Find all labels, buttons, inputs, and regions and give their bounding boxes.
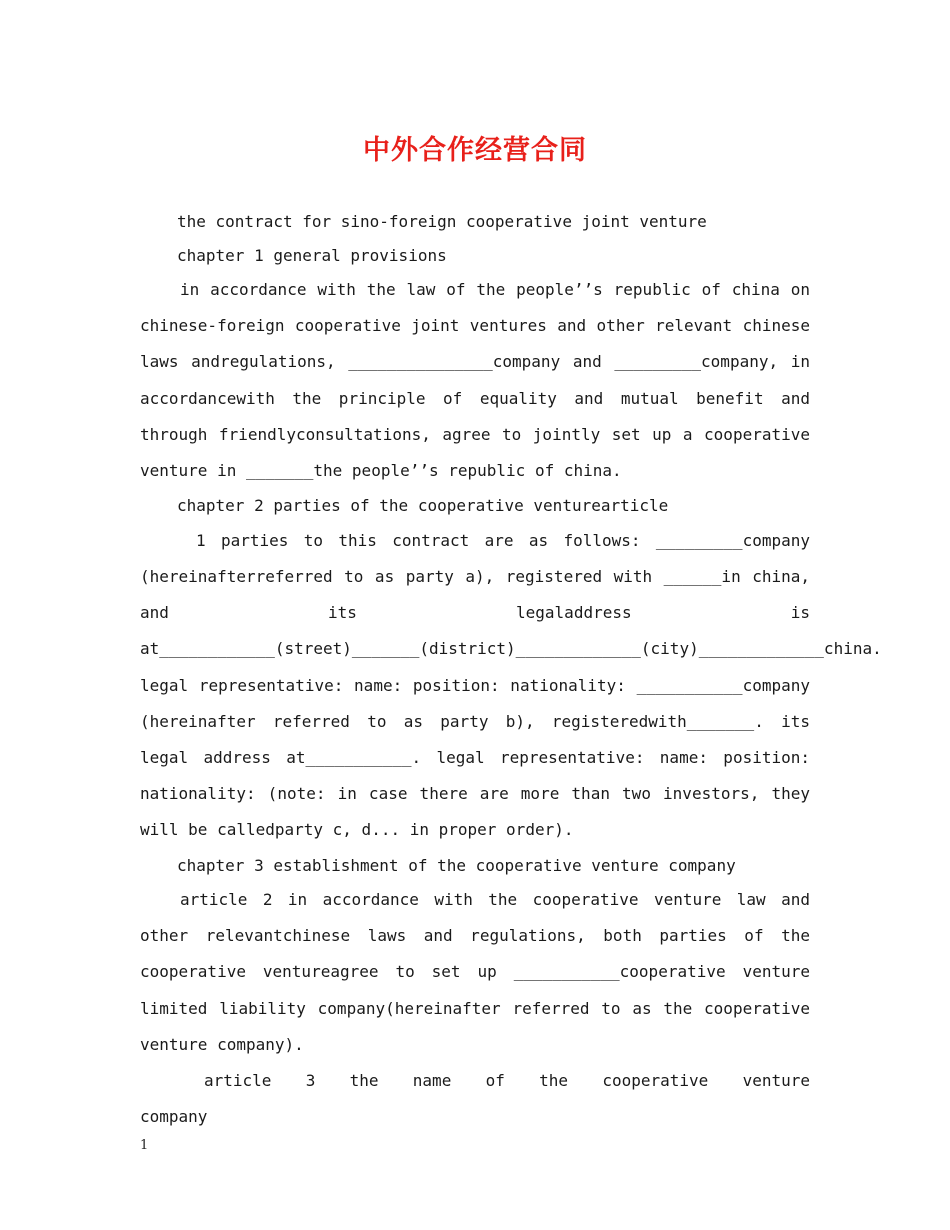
- article-1-paragraph: 1 parties to this contract are as follows: _________company (hereinafterreferred to as party a), registered with ______in china, and its legaladdress is at____________(street)_______(district)_____________(city)_____________china. legal representative: name: position: nationality: ___________company (hereinafter referred to as party b), registeredwith_______. its legal address at___________. legal representative: name: position: nationality: (note: in case there are more than two investors, they will be calledparty c, d... in proper order).: [140, 530, 882, 840]
- chapter-2-heading: chapter 2 parties of the cooperative venturearticle: [177, 496, 669, 516]
- document-title: 中外合作经营合同: [363, 135, 587, 166]
- article-3-paragraph: article 3 the name of the cooperative venture company: [140, 1071, 810, 1127]
- chapter-3-heading: chapter 3 establishment of the cooperative venture company: [177, 855, 736, 875]
- chapter-1-heading: chapter 1 general provisions: [177, 245, 447, 265]
- chapter-1-paragraph: in accordance with the law of the people’’s republic of china on chinese-foreign cooperative joint ventures and other relevant chinese laws andregulations, _______________company and _________company, in accordancewith the principle of equality and mutual benefit and through friendlyconsultations, agree to jointly set up a cooperative venture in _______the people’’s republic of china.: [140, 280, 810, 481]
- contract-heading: the contract for sino-foreign cooperative joint venture: [177, 212, 707, 231]
- article-2-paragraph: article 2 in accordance with the cooperative venture law and other relevantchinese laws and regulations, both parties of the cooperative ventureagree to set up ___________cooperative venture limited liability company(hereinafter referred to as the cooperative venture company).: [140, 890, 810, 1054]
- page-number: 1: [140, 1138, 149, 1153]
- document-body: [140, 205, 882, 1135]
